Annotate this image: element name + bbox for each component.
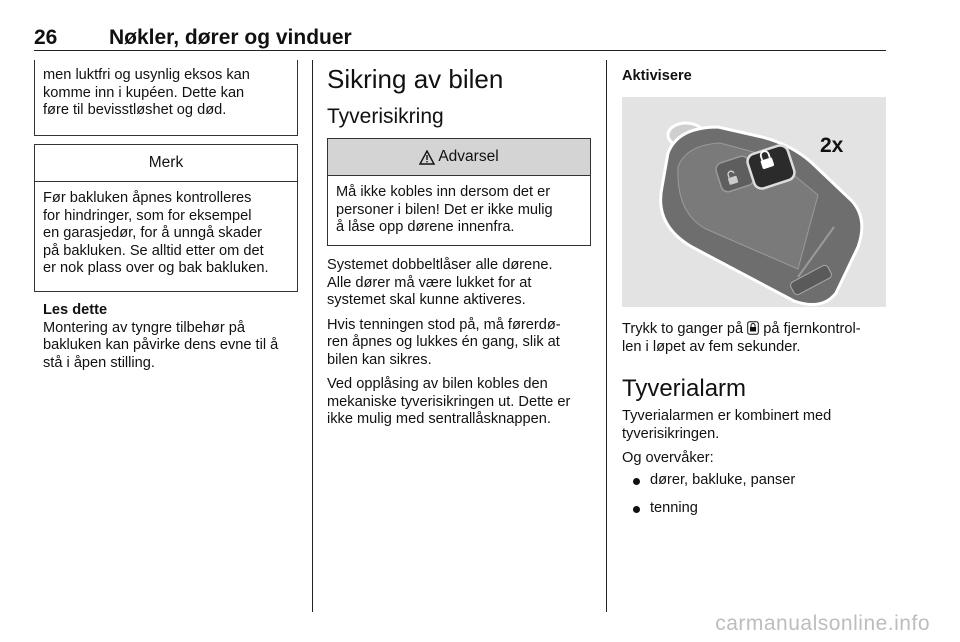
text-line: ren åpnes og lukkes én gang, slik at xyxy=(327,334,560,350)
warning-line: komme inn i kupéen. Dette kan xyxy=(43,84,245,101)
list-item: tenning xyxy=(622,500,892,518)
text-line: Alle dører må være lukket for at xyxy=(327,274,532,291)
caption-text: Trykk to ganger på xyxy=(622,321,744,337)
note-line: er nok plass over og bak bakluken. xyxy=(43,260,269,276)
text-line: tyverisikringen. xyxy=(622,425,720,442)
text-line: bilen kan sikres. xyxy=(327,351,432,368)
note-line: Før bakluken åpnes kontrolleres xyxy=(43,190,252,206)
column-divider-left xyxy=(312,60,313,612)
lock-button-icon xyxy=(747,321,759,335)
text-line: Tyverialarmen er kombinert med xyxy=(622,408,832,424)
warning-line: Må ikke kobles inn dersom det er xyxy=(336,184,551,200)
caption-text: på fjernkontrol- xyxy=(763,321,861,337)
alarm-title: Tyverialarm xyxy=(622,375,747,402)
list-item: dører, bakluke, panser xyxy=(622,472,892,490)
monitors-label: Og overvåker: xyxy=(622,450,714,466)
activate-label: Aktivisere xyxy=(622,68,692,84)
warning-box xyxy=(327,138,591,246)
alarm-text xyxy=(622,408,892,529)
read-this-line: Montering av tyngre tilbehør på xyxy=(43,319,245,336)
bullet-icon xyxy=(633,478,640,485)
warning-line: å låse opp dørene innenfra. xyxy=(336,219,515,235)
warning-box-header xyxy=(328,139,590,176)
warning-line: personer i bilen! Det er ikke mulig xyxy=(336,201,553,218)
subsection-title: Tyverisikring xyxy=(327,105,444,128)
warning-line: men luktfri og usynlig eksos kan xyxy=(43,67,250,83)
bullet-icon xyxy=(633,506,640,513)
read-this-line: stå i åpen stilling. xyxy=(43,354,155,371)
note-box-title: Merk xyxy=(35,145,297,182)
header-rule xyxy=(34,50,886,51)
warning-line: føre til bevisstløshet og død. xyxy=(43,102,227,118)
chapter-title: Nøkler, dører og vinduer xyxy=(109,26,352,49)
note-line: på bakluken. Se alltid etter om det xyxy=(43,242,264,259)
text-line: Ved opplåsing av bilen kobles den xyxy=(327,376,548,392)
page-header xyxy=(34,26,886,50)
page-number: 26 xyxy=(34,26,58,49)
text-line: systemet skal kunne aktiveres. xyxy=(327,292,526,308)
watermark: carmanualsonline.info xyxy=(715,612,930,635)
text-line: Systemet dobbeltlåser alle dørene. xyxy=(327,257,553,273)
key-fob-figure xyxy=(622,97,886,307)
caption-line: len i løpet av fem sekunder. xyxy=(622,338,801,355)
paragraph xyxy=(327,257,599,310)
caption-line xyxy=(622,321,892,339)
section-title: Sikring av bilen xyxy=(327,64,504,94)
text-line: mekaniske tyverisikringen ut. Dette er xyxy=(327,393,571,410)
figure-caption xyxy=(622,321,892,356)
read-this-line: bakluken kan påvirke dens evne til å xyxy=(43,337,279,353)
monitored-list xyxy=(622,472,892,518)
paragraph xyxy=(327,376,599,429)
column-divider-right xyxy=(606,60,607,612)
note-line: en garasjedør, for å unngå skader xyxy=(43,225,263,241)
warning-triangle-icon xyxy=(419,150,435,165)
press-count-label: 2x xyxy=(820,134,844,157)
text-line: ikke mulig med sentrallåsknappen. xyxy=(327,411,551,427)
read-this-block xyxy=(43,302,305,372)
key-fob-illustration xyxy=(622,97,886,307)
warning-continuation-box xyxy=(34,60,298,136)
note-box xyxy=(34,144,298,292)
text-line: Hvis tenningen stod på, må førerdø- xyxy=(327,316,561,333)
paragraph xyxy=(327,317,599,370)
warning-box-title: Advarsel xyxy=(438,148,499,165)
note-line: for hindringer, som for eksempel xyxy=(43,207,252,224)
read-this-label: Les dette xyxy=(43,302,108,318)
body-text xyxy=(327,257,599,429)
